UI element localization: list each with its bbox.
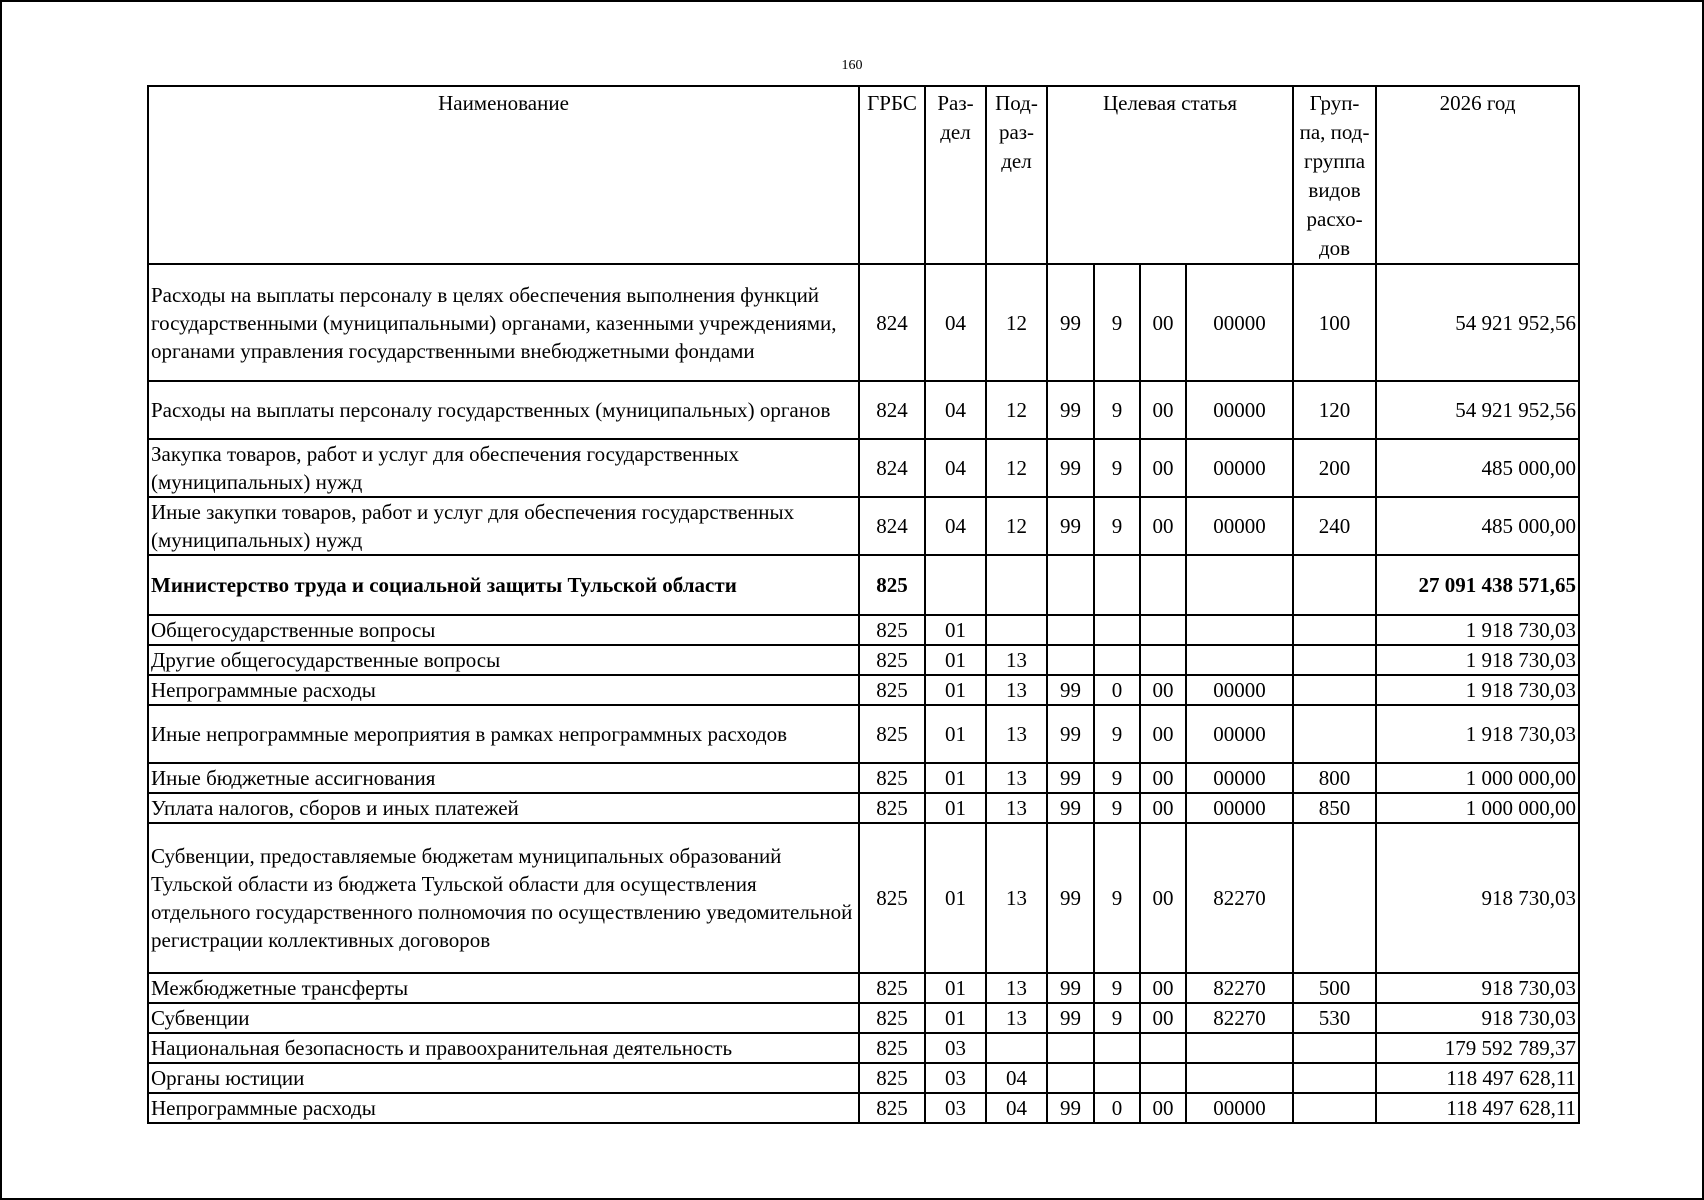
row-grbs: 825 bbox=[859, 615, 925, 645]
row-razdel: 01 bbox=[925, 973, 986, 1003]
row-target-type bbox=[1094, 645, 1140, 675]
row-target-type bbox=[1094, 1033, 1140, 1063]
row-target-program: 99 bbox=[1047, 497, 1094, 555]
row-expense-group bbox=[1293, 675, 1376, 705]
row-target-direction bbox=[1186, 1063, 1293, 1093]
row-amount: 1 918 730,03 bbox=[1376, 615, 1579, 645]
row-target-subprogram: 00 bbox=[1140, 439, 1186, 497]
row-expense-group: 240 bbox=[1293, 497, 1376, 555]
row-grbs: 825 bbox=[859, 555, 925, 615]
table-body bbox=[148, 264, 1579, 1123]
row-amount: 1 918 730,03 bbox=[1376, 705, 1579, 763]
row-podrazdel bbox=[986, 1033, 1047, 1063]
row-target-direction: 82270 bbox=[1186, 1003, 1293, 1033]
table-row bbox=[148, 763, 1579, 793]
row-grbs: 824 bbox=[859, 264, 925, 381]
header-grbs: ГРБС bbox=[859, 86, 925, 264]
row-amount: 1 000 000,00 bbox=[1376, 793, 1579, 823]
row-expense-group: 500 bbox=[1293, 973, 1376, 1003]
row-razdel: 01 bbox=[925, 645, 986, 675]
row-podrazdel: 13 bbox=[986, 1003, 1047, 1033]
row-name: Расходы на выплаты персоналу государственных (муниципальных) органов bbox=[148, 381, 859, 439]
row-podrazdel: 12 bbox=[986, 264, 1047, 381]
header-group: Груп- па, под- группа видов расхо- дов bbox=[1293, 86, 1376, 264]
row-target-direction bbox=[1186, 555, 1293, 615]
row-podrazdel bbox=[986, 615, 1047, 645]
row-target-subprogram: 00 bbox=[1140, 381, 1186, 439]
row-grbs: 825 bbox=[859, 705, 925, 763]
row-target-type: 0 bbox=[1094, 675, 1140, 705]
row-target-program: 99 bbox=[1047, 1093, 1094, 1123]
header-podrazdel: Под- раз- дел bbox=[986, 86, 1047, 264]
row-target-direction bbox=[1186, 645, 1293, 675]
row-expense-group bbox=[1293, 555, 1376, 615]
row-target-direction bbox=[1186, 1033, 1293, 1063]
row-grbs: 825 bbox=[859, 793, 925, 823]
row-target-direction: 00000 bbox=[1186, 264, 1293, 381]
row-name: Органы юстиции bbox=[148, 1063, 859, 1093]
row-target-subprogram: 00 bbox=[1140, 763, 1186, 793]
row-podrazdel: 13 bbox=[986, 675, 1047, 705]
budget-table bbox=[147, 85, 1580, 1124]
row-target-subprogram bbox=[1140, 645, 1186, 675]
row-grbs: 824 bbox=[859, 439, 925, 497]
row-amount: 1 000 000,00 bbox=[1376, 763, 1579, 793]
row-amount: 54 921 952,56 bbox=[1376, 264, 1579, 381]
row-expense-group: 200 bbox=[1293, 439, 1376, 497]
row-amount: 54 921 952,56 bbox=[1376, 381, 1579, 439]
row-target-direction: 00000 bbox=[1186, 1093, 1293, 1123]
row-amount: 485 000,00 bbox=[1376, 439, 1579, 497]
row-target-direction: 00000 bbox=[1186, 675, 1293, 705]
row-target-direction: 00000 bbox=[1186, 497, 1293, 555]
row-expense-group bbox=[1293, 823, 1376, 973]
row-grbs: 825 bbox=[859, 1063, 925, 1093]
row-name: Непрограммные расходы bbox=[148, 1093, 859, 1123]
row-target-program bbox=[1047, 615, 1094, 645]
row-grbs: 825 bbox=[859, 973, 925, 1003]
row-razdel: 03 bbox=[925, 1093, 986, 1123]
row-podrazdel: 12 bbox=[986, 381, 1047, 439]
row-target-program bbox=[1047, 645, 1094, 675]
row-target-direction: 00000 bbox=[1186, 763, 1293, 793]
row-target-subprogram bbox=[1140, 615, 1186, 645]
row-amount: 118 497 628,11 bbox=[1376, 1093, 1579, 1123]
row-expense-group: 100 bbox=[1293, 264, 1376, 381]
row-expense-group: 530 bbox=[1293, 1003, 1376, 1033]
row-grbs: 825 bbox=[859, 823, 925, 973]
row-razdel: 04 bbox=[925, 439, 986, 497]
row-grbs: 825 bbox=[859, 675, 925, 705]
row-expense-group bbox=[1293, 1033, 1376, 1063]
row-target-direction: 00000 bbox=[1186, 381, 1293, 439]
row-grbs: 825 bbox=[859, 645, 925, 675]
row-name: Общегосударственные вопросы bbox=[148, 615, 859, 645]
table-row bbox=[148, 381, 1579, 439]
row-podrazdel: 13 bbox=[986, 705, 1047, 763]
row-name: Министерство труда и социальной защиты Тульской области bbox=[148, 555, 859, 615]
row-podrazdel: 13 bbox=[986, 645, 1047, 675]
row-podrazdel: 13 bbox=[986, 973, 1047, 1003]
row-razdel: 01 bbox=[925, 763, 986, 793]
row-target-type bbox=[1094, 555, 1140, 615]
row-name: Субвенции bbox=[148, 1003, 859, 1033]
row-expense-group bbox=[1293, 1063, 1376, 1093]
row-razdel: 01 bbox=[925, 793, 986, 823]
row-name: Закупка товаров, работ и услуг для обеспечения государственных (муниципальных) нужд bbox=[148, 439, 859, 497]
row-amount: 1 918 730,03 bbox=[1376, 675, 1579, 705]
row-name: Национальная безопасность и правоохранительная деятельность bbox=[148, 1033, 859, 1063]
row-target-direction: 00000 bbox=[1186, 793, 1293, 823]
row-target-subprogram bbox=[1140, 1033, 1186, 1063]
row-expense-group bbox=[1293, 615, 1376, 645]
row-target-subprogram: 00 bbox=[1140, 823, 1186, 973]
header-year: 2026 год bbox=[1376, 86, 1579, 264]
row-razdel: 04 bbox=[925, 381, 986, 439]
row-target-program bbox=[1047, 555, 1094, 615]
row-target-program: 99 bbox=[1047, 1003, 1094, 1033]
table-row bbox=[148, 675, 1579, 705]
row-name: Межбюджетные трансферты bbox=[148, 973, 859, 1003]
row-target-program: 99 bbox=[1047, 381, 1094, 439]
row-target-direction: 82270 bbox=[1186, 823, 1293, 973]
row-target-type: 9 bbox=[1094, 381, 1140, 439]
row-target-subprogram bbox=[1140, 555, 1186, 615]
row-target-type: 9 bbox=[1094, 264, 1140, 381]
row-target-program: 99 bbox=[1047, 264, 1094, 381]
header-name: Наименование bbox=[148, 86, 859, 264]
table-row bbox=[148, 973, 1579, 1003]
row-target-program: 99 bbox=[1047, 439, 1094, 497]
row-target-direction: 82270 bbox=[1186, 973, 1293, 1003]
table-row bbox=[148, 439, 1579, 497]
row-target-subprogram bbox=[1140, 1063, 1186, 1093]
table-row bbox=[148, 1033, 1579, 1063]
table-row bbox=[148, 615, 1579, 645]
row-target-type: 9 bbox=[1094, 763, 1140, 793]
row-razdel: 03 bbox=[925, 1063, 986, 1093]
row-target-direction: 00000 bbox=[1186, 439, 1293, 497]
row-name: Другие общегосударственные вопросы bbox=[148, 645, 859, 675]
row-razdel: 04 bbox=[925, 497, 986, 555]
row-target-type: 9 bbox=[1094, 439, 1140, 497]
row-expense-group: 800 bbox=[1293, 763, 1376, 793]
row-target-subprogram: 00 bbox=[1140, 705, 1186, 763]
row-target-program: 99 bbox=[1047, 793, 1094, 823]
row-target-type: 0 bbox=[1094, 1093, 1140, 1123]
row-name: Иные непрограммные мероприятия в рамках непрограммных расходов bbox=[148, 705, 859, 763]
row-podrazdel: 04 bbox=[986, 1093, 1047, 1123]
row-target-program: 99 bbox=[1047, 823, 1094, 973]
row-target-direction bbox=[1186, 615, 1293, 645]
table-row bbox=[148, 264, 1579, 381]
row-target-direction: 00000 bbox=[1186, 705, 1293, 763]
row-target-program: 99 bbox=[1047, 973, 1094, 1003]
row-amount: 179 592 789,37 bbox=[1376, 1033, 1579, 1063]
row-name: Иные бюджетные ассигнования bbox=[148, 763, 859, 793]
row-target-program: 99 bbox=[1047, 705, 1094, 763]
table-row bbox=[148, 497, 1579, 555]
row-target-program bbox=[1047, 1033, 1094, 1063]
table-header-row bbox=[148, 86, 1579, 264]
row-target-type bbox=[1094, 1063, 1140, 1093]
row-razdel: 01 bbox=[925, 705, 986, 763]
row-grbs: 825 bbox=[859, 1093, 925, 1123]
row-target-subprogram: 00 bbox=[1140, 973, 1186, 1003]
row-grbs: 825 bbox=[859, 1033, 925, 1063]
row-amount: 1 918 730,03 bbox=[1376, 645, 1579, 675]
row-name: Иные закупки товаров, работ и услуг для обеспечения государственных (муниципальных) нужд bbox=[148, 497, 859, 555]
row-target-subprogram: 00 bbox=[1140, 497, 1186, 555]
row-grbs: 824 bbox=[859, 497, 925, 555]
row-target-type: 9 bbox=[1094, 497, 1140, 555]
row-amount: 918 730,03 bbox=[1376, 823, 1579, 973]
row-grbs: 824 bbox=[859, 381, 925, 439]
table-row bbox=[148, 1093, 1579, 1123]
table-row bbox=[148, 823, 1579, 973]
table-row bbox=[148, 555, 1579, 615]
row-podrazdel: 13 bbox=[986, 763, 1047, 793]
row-target-type: 9 bbox=[1094, 705, 1140, 763]
row-name: Непрограммные расходы bbox=[148, 675, 859, 705]
row-expense-group bbox=[1293, 1093, 1376, 1123]
row-target-subprogram: 00 bbox=[1140, 1093, 1186, 1123]
row-target-subprogram: 00 bbox=[1140, 675, 1186, 705]
row-name: Уплата налогов, сборов и иных платежей bbox=[148, 793, 859, 823]
row-target-subprogram: 00 bbox=[1140, 793, 1186, 823]
row-podrazdel: 04 bbox=[986, 1063, 1047, 1093]
row-razdel: 03 bbox=[925, 1033, 986, 1063]
row-razdel: 01 bbox=[925, 823, 986, 973]
row-razdel: 01 bbox=[925, 615, 986, 645]
table-row bbox=[148, 1063, 1579, 1093]
row-expense-group bbox=[1293, 645, 1376, 675]
row-target-program: 99 bbox=[1047, 675, 1094, 705]
row-amount: 27 091 438 571,65 bbox=[1376, 555, 1579, 615]
row-amount: 918 730,03 bbox=[1376, 973, 1579, 1003]
row-razdel: 01 bbox=[925, 1003, 986, 1033]
header-razdel: Раз- дел bbox=[925, 86, 986, 264]
table-row bbox=[148, 705, 1579, 763]
table-row bbox=[148, 1003, 1579, 1033]
row-target-type: 9 bbox=[1094, 973, 1140, 1003]
row-razdel bbox=[925, 555, 986, 615]
page-number: 160 bbox=[841, 58, 863, 73]
row-amount: 918 730,03 bbox=[1376, 1003, 1579, 1033]
row-podrazdel: 12 bbox=[986, 439, 1047, 497]
row-expense-group: 120 bbox=[1293, 381, 1376, 439]
row-target-type bbox=[1094, 615, 1140, 645]
row-name: Субвенции, предоставляемые бюджетам муниципальных образований Тульской области из бюджета Тульской области для осуществления отдельного государственного полномочия по осуществлению уведомительной регистрации коллективных договоров bbox=[148, 823, 859, 973]
row-expense-group: 850 bbox=[1293, 793, 1376, 823]
row-grbs: 825 bbox=[859, 1003, 925, 1033]
row-amount: 485 000,00 bbox=[1376, 497, 1579, 555]
row-podrazdel bbox=[986, 555, 1047, 615]
row-razdel: 01 bbox=[925, 675, 986, 705]
row-podrazdel: 13 bbox=[986, 823, 1047, 973]
row-name: Расходы на выплаты персоналу в целях обеспечения выполнения функций государственными (муниципальными) органами, казенными учреждениями, органами управления государственными внебюджетными фондами bbox=[148, 264, 859, 381]
row-target-subprogram: 00 bbox=[1140, 264, 1186, 381]
row-grbs: 825 bbox=[859, 763, 925, 793]
row-target-type: 9 bbox=[1094, 823, 1140, 973]
row-target-program bbox=[1047, 1063, 1094, 1093]
row-target-type: 9 bbox=[1094, 793, 1140, 823]
row-target-subprogram: 00 bbox=[1140, 1003, 1186, 1033]
row-razdel: 04 bbox=[925, 264, 986, 381]
table-row bbox=[148, 793, 1579, 823]
row-expense-group bbox=[1293, 705, 1376, 763]
row-podrazdel: 13 bbox=[986, 793, 1047, 823]
row-target-program: 99 bbox=[1047, 763, 1094, 793]
row-podrazdel: 12 bbox=[986, 497, 1047, 555]
table-row bbox=[148, 645, 1579, 675]
row-target-type: 9 bbox=[1094, 1003, 1140, 1033]
header-target: Целевая статья bbox=[1047, 86, 1293, 264]
row-amount: 118 497 628,11 bbox=[1376, 1063, 1579, 1093]
